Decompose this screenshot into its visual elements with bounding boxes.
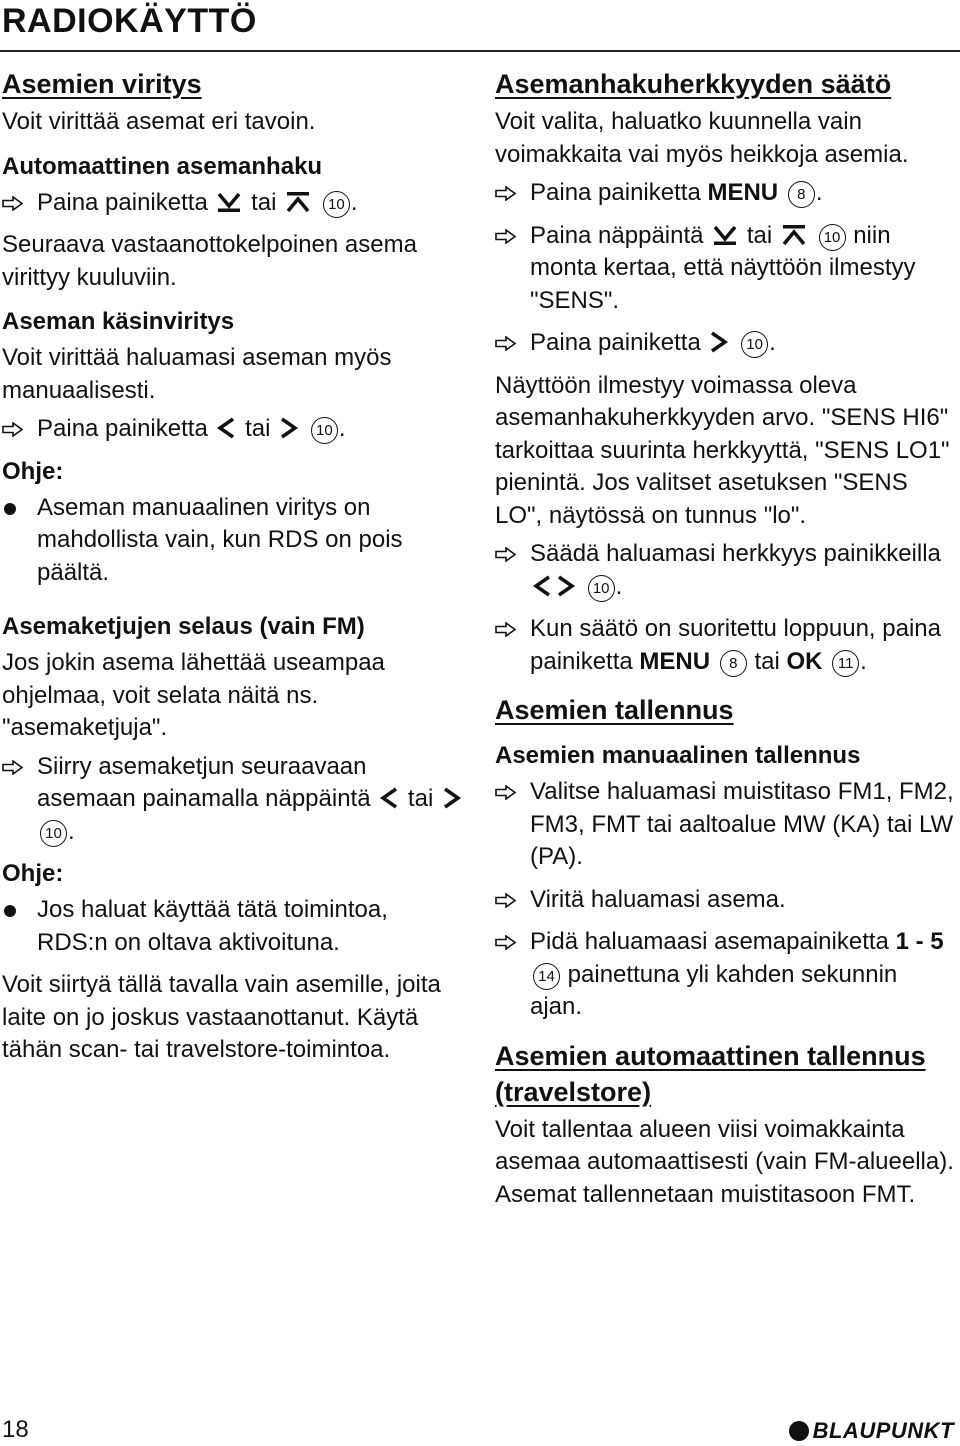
ref-number: 10 bbox=[40, 820, 67, 847]
paragraph: Voit valita, haluatko kuunnella vain voimakkaita vai myös heikkoja asemia. bbox=[495, 108, 909, 168]
note-text: Jos haluat käyttää tätä toimintoa, RDS:n on oltava aktivoituna. bbox=[37, 896, 388, 956]
step-text: tai bbox=[407, 785, 434, 812]
note-label: Ohje: bbox=[2, 457, 64, 485]
right-arrow-key-icon bbox=[556, 575, 576, 597]
step-text: Pidä haluamaasi asemapainiketta bbox=[530, 928, 889, 955]
instruction-step: Paina painiketta tai 10 . bbox=[2, 413, 464, 446]
step-text: painettuna yli kahden sekunnin ajan. bbox=[530, 960, 898, 1020]
paragraph: Näyttöön ilmestyy voimassa oleva asemanhakuherkkyyden arvo. "SENS HI6" tarkoittaa suurinta herkkyyttä, "SENS LO1" pienintä. Jos valitset asetuksen "SENS LO", näytössä on tunnus "lo". bbox=[495, 371, 950, 529]
up-arrow-key-icon bbox=[781, 224, 807, 246]
ref-number: 10 bbox=[741, 331, 768, 358]
step-text: tai bbox=[746, 221, 773, 249]
page-title: RADIOKÄYTTÖ bbox=[2, 2, 257, 40]
step-text: Paina painiketta bbox=[37, 415, 208, 442]
right-column bbox=[495, 66, 955, 1217]
arrow-right-icon bbox=[2, 196, 24, 211]
instruction-step bbox=[495, 776, 955, 874]
paragraph: Voit siirtyä tällä tavalla vain asemille, joita laite on jo joskus vastaanottanut. Käytä tähän scan- tai travelstore-toimintoa. bbox=[2, 971, 441, 1063]
left-arrow-key-icon bbox=[379, 787, 399, 809]
key-label: 1 - 5 bbox=[895, 928, 944, 955]
instruction-step: Siirry asemaketjun seuraavaan asemaan painamalla näppäintä tai 10 . bbox=[2, 751, 464, 849]
paragraph: Voit virittää haluamasi aseman myös manuaalisesti. bbox=[2, 344, 392, 404]
ref-number: 10 bbox=[588, 575, 615, 602]
note-item bbox=[2, 492, 464, 590]
bullet-icon bbox=[4, 905, 16, 917]
instruction-step: Paina painiketta tai 10 . bbox=[2, 187, 464, 220]
down-arrow-key-icon bbox=[216, 191, 242, 213]
instruction-step: Paina painiketta MENU 8 . bbox=[495, 177, 955, 210]
down-arrow-key-icon bbox=[712, 224, 738, 246]
step-text: Kun säätö on suoritettu loppuun, paina painiketta bbox=[530, 615, 941, 675]
page-number: 18 bbox=[2, 1416, 29, 1443]
step-text: tai bbox=[251, 188, 277, 216]
key-label: OK bbox=[786, 647, 823, 675]
ref-number: 11 bbox=[832, 650, 859, 677]
subheading-auto-search: Automaattinen asemanhaku bbox=[2, 152, 323, 180]
up-arrow-key-icon bbox=[285, 191, 311, 213]
instruction-step: Paina painiketta 10 . bbox=[495, 327, 955, 360]
arrow-right-icon bbox=[2, 422, 24, 437]
instruction-step bbox=[495, 884, 955, 917]
brand-logo bbox=[789, 1418, 954, 1444]
arrow-right-icon bbox=[495, 893, 517, 908]
brand-name: BLAUPUNKT bbox=[812, 1418, 954, 1443]
step-text: tai bbox=[754, 647, 780, 675]
note-item bbox=[2, 894, 464, 959]
ref-number: 10 bbox=[323, 191, 350, 218]
arrow-right-icon bbox=[495, 547, 517, 562]
right-arrow-key-icon bbox=[709, 331, 729, 353]
left-column bbox=[2, 66, 464, 1073]
left-arrow-key-icon bbox=[216, 417, 236, 439]
arrow-right-icon bbox=[495, 622, 517, 637]
left-arrow-key-icon bbox=[532, 575, 552, 597]
heading-station-storage: Asemien tallennus bbox=[495, 695, 734, 725]
paragraph: Seuraava vastaanottokelpoinen asema virittyy kuuluviin. bbox=[2, 231, 417, 291]
heading-search-sensitivity: Asemanhakuherkkyyden säätö bbox=[495, 69, 892, 99]
arrow-right-icon bbox=[495, 186, 517, 201]
step-text: niin monta kertaa, että näyttöön ilmestyy "SENS". bbox=[530, 221, 916, 314]
step-text: Viritä haluamasi asema. bbox=[530, 885, 786, 913]
arrow-right-icon bbox=[495, 336, 517, 351]
right-arrow-key-icon bbox=[279, 417, 299, 439]
step-text: Valitse haluamasi muistitaso FM1, FM2, FM3, FMT tai aaltoalue MW (KA) tai LW (PA). bbox=[530, 778, 954, 870]
subheading-manual-tuning: Aseman käsinviritys bbox=[2, 308, 235, 335]
paragraph: Voit virittää asemat eri tavoin. bbox=[2, 108, 316, 135]
step-text: Säädä haluamasi herkkyys painikkeilla bbox=[530, 540, 941, 567]
blaupunkt-logo-icon bbox=[789, 1421, 809, 1441]
ref-number: 14 bbox=[533, 963, 560, 990]
subheading-manual-storage: Asemien manuaalinen tallennus bbox=[495, 742, 861, 769]
right-arrow-key-icon bbox=[442, 787, 462, 809]
note-label: Ohje: bbox=[2, 860, 64, 887]
arrow-right-icon bbox=[495, 935, 517, 950]
arrow-right-icon bbox=[2, 760, 24, 775]
bullet-icon bbox=[4, 503, 16, 515]
header-divider bbox=[0, 50, 960, 52]
heading-station-tuning: Asemien viritys bbox=[2, 69, 202, 99]
paragraph: Jos jokin asema lähettää useampaa ohjelmaa, voit selata näitä ns. "asemaketjuja". bbox=[2, 649, 385, 741]
step-text: Siirry asemaketjun seuraavaan asemaan painamalla näppäintä bbox=[37, 752, 371, 812]
ref-number: 10 bbox=[819, 224, 846, 251]
step-text: Paina painiketta bbox=[37, 188, 208, 216]
ref-number: 8 bbox=[720, 650, 747, 677]
arrow-right-icon bbox=[495, 229, 517, 244]
paragraph: Voit tallentaa alueen viisi voimakkainta asemaa automaattisesti (vain FM-alueella). Asemat tallennetaan muistitasoon FMT. bbox=[495, 1115, 954, 1208]
heading-travelstore: Asemien automaattinen tallennus (travelstore) bbox=[495, 1040, 926, 1107]
step-text: Paina näppäintä bbox=[530, 221, 704, 249]
ref-number: 10 bbox=[311, 417, 338, 444]
subheading-station-chains: Asemaketjujen selaus (vain FM) bbox=[2, 613, 365, 640]
key-label: MENU bbox=[707, 179, 779, 206]
arrow-right-icon bbox=[495, 785, 517, 800]
instruction-step bbox=[495, 926, 955, 1024]
step-text: tai bbox=[245, 415, 271, 442]
instruction-step: Kun säätö on suoritettu loppuun, paina painiketta MENU 8 tai OK 11 . bbox=[495, 613, 955, 678]
step-text: Paina painiketta bbox=[530, 179, 701, 206]
key-label: MENU bbox=[639, 647, 711, 675]
instruction-step: Säädä haluamasi herkkyys painikkeilla 10 . bbox=[495, 538, 955, 603]
step-text: Paina painiketta bbox=[530, 329, 701, 356]
ref-number: 8 bbox=[788, 181, 815, 208]
note-text: Aseman manuaalinen viritys on mahdollista vain, kun RDS on pois päältä. bbox=[37, 493, 403, 586]
instruction-step bbox=[495, 220, 955, 318]
